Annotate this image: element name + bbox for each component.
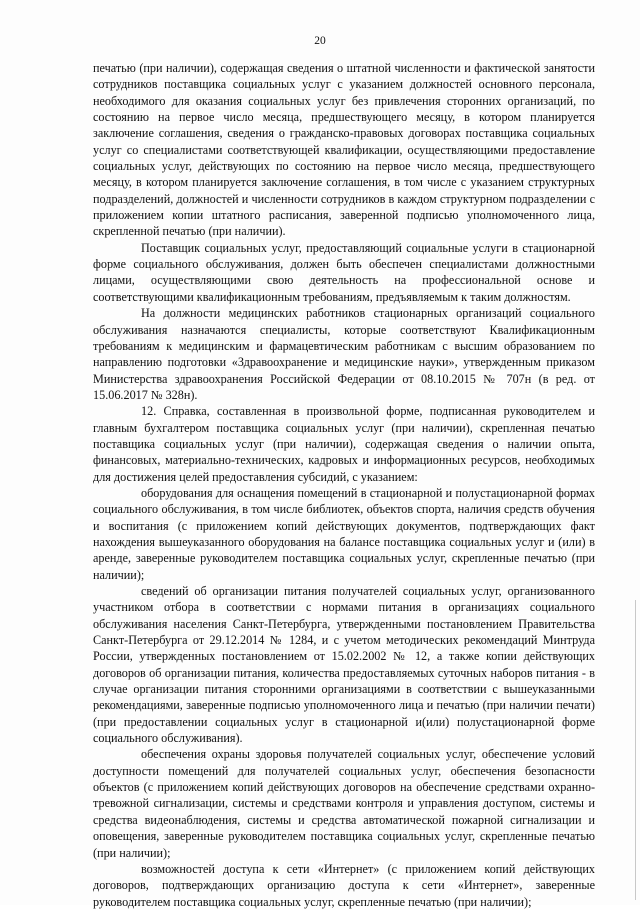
paragraph-internet-access: возможностей доступа к сети «Интернет» (с приложением копий действующих договоров, подтверждающих организацию доступа к сети «Интернет», заверенные руководителем поставщика социальных услуг, скрепленные печатью (при наличии);	[93, 861, 595, 909]
paragraph-inpatient-specialists: Поставщик социальных услуг, предоставляющий социальные услуги в стационарной форме социального обслуживания, должен быть обеспечен специалистами должностными лицами, осуществляющими свою деятельность на профессиональной основе и соответствующими квалификационным требованиям, предъявляемым к таким должностям.	[93, 240, 595, 304]
paragraph-health-security: обеспечения охраны здоровья получателей социальных услуг, обеспечение условий доступности помещений для получателей социальных услуг, обеспечения безопасности объектов (с приложением копий действующих договоров на обеспечение средствами охранно-тревожной сигнализации, системы и средствами контроля и управления доступом, системы и средства видеонаблюдения, системы и средства автоматической пожарной сигнализации и оповещения, заверенные руководителем поставщика социальных услуг, скрепленные печатью (при наличии);	[93, 747, 595, 860]
paragraph-equipment: оборудования для оснащения помещений в стационарной и полустационарной формах социального обслуживания, в том числе библиотек, объектов спорта, наличия средств обучения и воспитания (с приложением копий действующих документов, подтверждающих факт нахождения вышеуказанного оборудования на балансе поставщика социальных услуг и (или) в аренде, заверенные руководителем поставщика социальных услуг, скрепленные печатью (при наличии);	[93, 485, 595, 582]
paragraph-item-12-certificate: 12. Справка, составленная в произвольной форме, подписанная руководителем и главным бухгалтером поставщика социальных услуг (при наличии), скрепленная печатью поставщика социальных услуг (при наличии), содержащая сведения о наличии опыта, финансовых, материально-технических, кадровых и информационных ресурсов, необходимых для достижения целей предоставления субсидий, с указанием:	[93, 404, 595, 484]
scan-edge-line	[635, 600, 636, 900]
paragraph-staffing-info: печатью (при наличии), содержащая сведения о штатной численности и фактической занятости сотрудников поставщика социальных услуг с указанием должностей основного персонала, необходимого для оказания социальных услуг без привлечения сторонних организаций, по состоянию на первое число месяца, предшествующего месяцу, в котором планируется заключение соглашения, сведения о гражданско-правовых договорах поставщика социальных услуг со специалистами соответствующей квалификации, осуществляющими предоставление социальных услуг, действующих по состоянию на первое число месяца, предшествующего месяцу, в котором планируется заключение соглашения, в том числе с указанием структурных подразделений, должностей и численности сотрудников в каждом структурном подразделении с приложением копии штатного расписания, заверенной подписью уполномоченного лица, скрепленной печатью (при наличии).	[93, 61, 595, 239]
paragraph-food-organization: сведений об организации питания получателей социальных услуг, организованного участником отбора в соответствии с нормами питания в организациях социального обслуживания населения Санкт-Петербурга, утвержденными постановлением Правительства Санкт-Петербурга от 29.12.2014 № 1284, и с учетом методических рекомендаций Минтруда России, утвержденных постановлением от 15.02.2002 № 12, а также копии действующих договоров об организации питания, количества предоставляемых суточных наборов питания - в случае организации питания сторонними организациями в соответствии с вышеуказанными рекомендациями, заверенные подписью уполномоченного лица и печатью (при наличии печати) (при предоставлении социальных услуг в стационарной и(или) полустационарной форме социального обслуживания).	[93, 584, 595, 746]
paragraph-medical-workers: На должности медицинских работников стационарных организаций социального обслуживания назначаются специалисты, которые соответствуют Квалификационным требованиям к медицинским и фармацевтическим работникам с высшим образованием по направлению подготовки «Здравоохранение и медицинские науки», утвержденным приказом Министерства здравоохранения Российской Федерации от 08.10.2015 № 707н (в ред. от 15.06.2017 № 328н).	[93, 306, 595, 402]
document-body	[93, 60, 595, 910]
page-number: 20	[314, 35, 326, 47]
